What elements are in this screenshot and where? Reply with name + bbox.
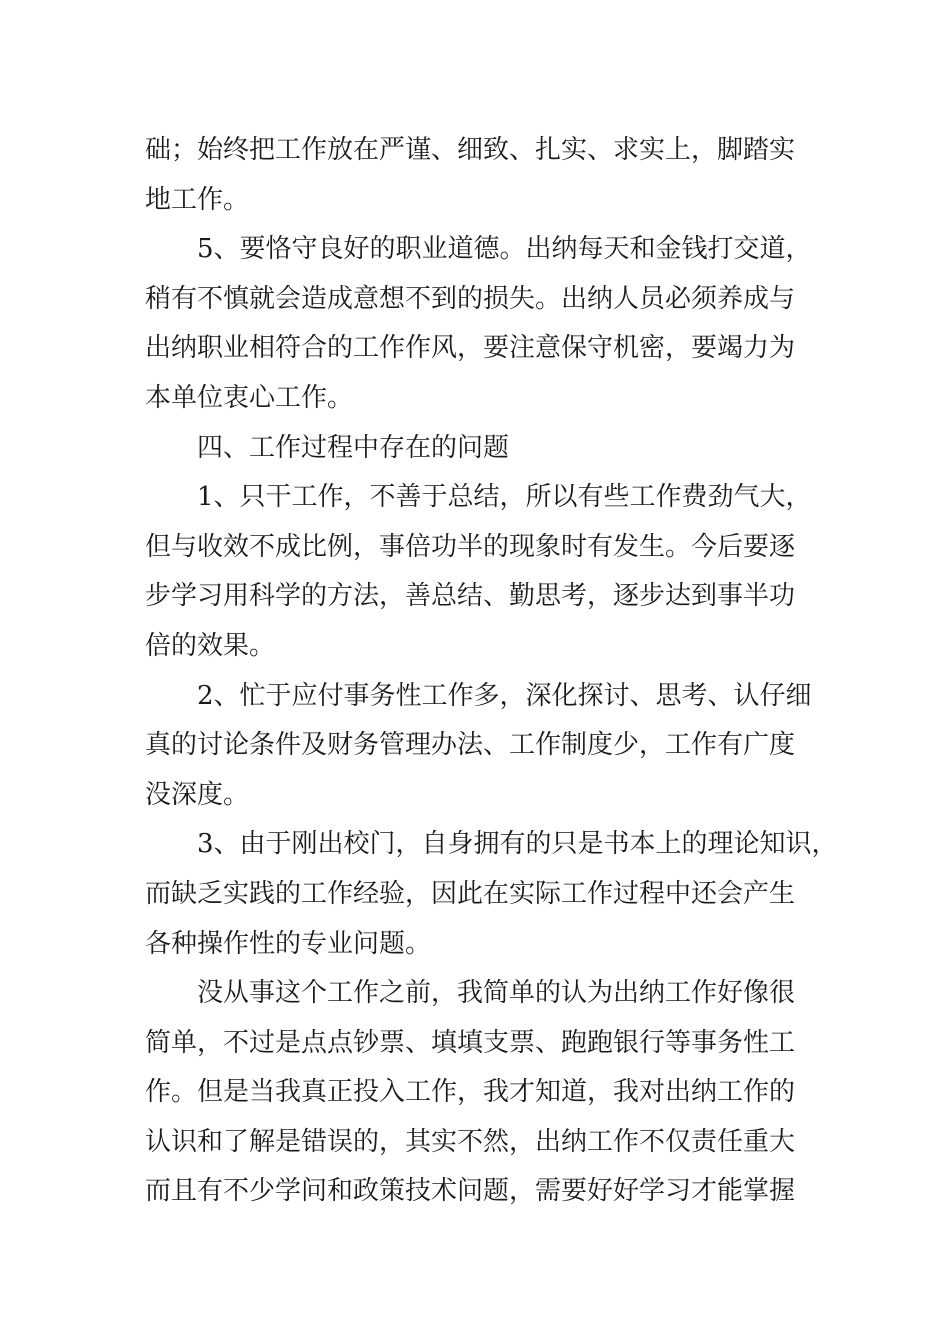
text-line: 本单位衷心工作。: [145, 382, 354, 413]
text-line: 没深度。: [145, 779, 250, 810]
text-line: 出纳职业相符合的工作作风，要注意保守机密，要竭力为: [145, 333, 796, 364]
text-line: 步学习用科学的方法，善总结、勤思考，逐步达到事半功: [145, 581, 796, 612]
section-heading: [145, 424, 807, 474]
text-line: 没从事这个工作之前，我简单的认为出纳工作好像很: [197, 978, 796, 1009]
paragraph-continuation: [145, 126, 807, 225]
text-line: 地工作。: [145, 184, 250, 215]
document-body: [145, 126, 838, 1217]
text-line: 倍的效果。: [145, 630, 276, 661]
paragraph-reflection: [145, 969, 807, 1217]
text-line: 3、由于刚出校门，自身拥有的只是书本上的理论知识，: [197, 829, 838, 860]
paragraph-problem-1: [145, 473, 812, 671]
text-line: 真的讨论条件及财务管理办法、工作制度少，工作有广度: [145, 730, 796, 761]
text-line: 稍有不慎就会造成意想不到的损失。出纳人员必须养成与: [145, 283, 796, 314]
text-line: 作。但是当我真正投入工作，我才知道，我对出纳工作的: [145, 1077, 796, 1108]
text-line: 认识和了解是错误的，其实不然，出纳工作不仅责任重大: [145, 1126, 796, 1157]
section-heading-text: 四、工作过程中存在的问题: [197, 432, 510, 463]
paragraph-problem-3: [145, 820, 838, 969]
paragraph-item-5: [145, 225, 812, 423]
text-line: 5、要恪守良好的职业道德。出纳每天和金钱打交道，: [197, 234, 812, 265]
text-line: 而且有不少学问和政策技术问题，需要好好学习才能掌握: [145, 1176, 796, 1207]
text-line: 各种操作性的专业问题。: [145, 928, 432, 959]
text-line: 础；始终把工作放在严谨、细致、扎实、求实上，脚踏实: [145, 135, 796, 165]
text-line: 2、忙于应付事务性工作多，深化探讨、思考、认仔细: [197, 680, 812, 711]
text-line: 但与收效不成比例，事倍功半的现象时有发生。今后要逐: [145, 531, 796, 562]
text-line: 而缺乏实践的工作经验，因此在实际工作过程中还会产生: [145, 878, 796, 909]
text-line: 简单，不过是点点钞票、填填支票、跑跑银行等事务性工: [145, 1027, 796, 1058]
paragraph-problem-2: [145, 672, 812, 821]
text-line: 1、只干工作，不善于总结，所以有些工作费劲气大，: [197, 482, 812, 513]
